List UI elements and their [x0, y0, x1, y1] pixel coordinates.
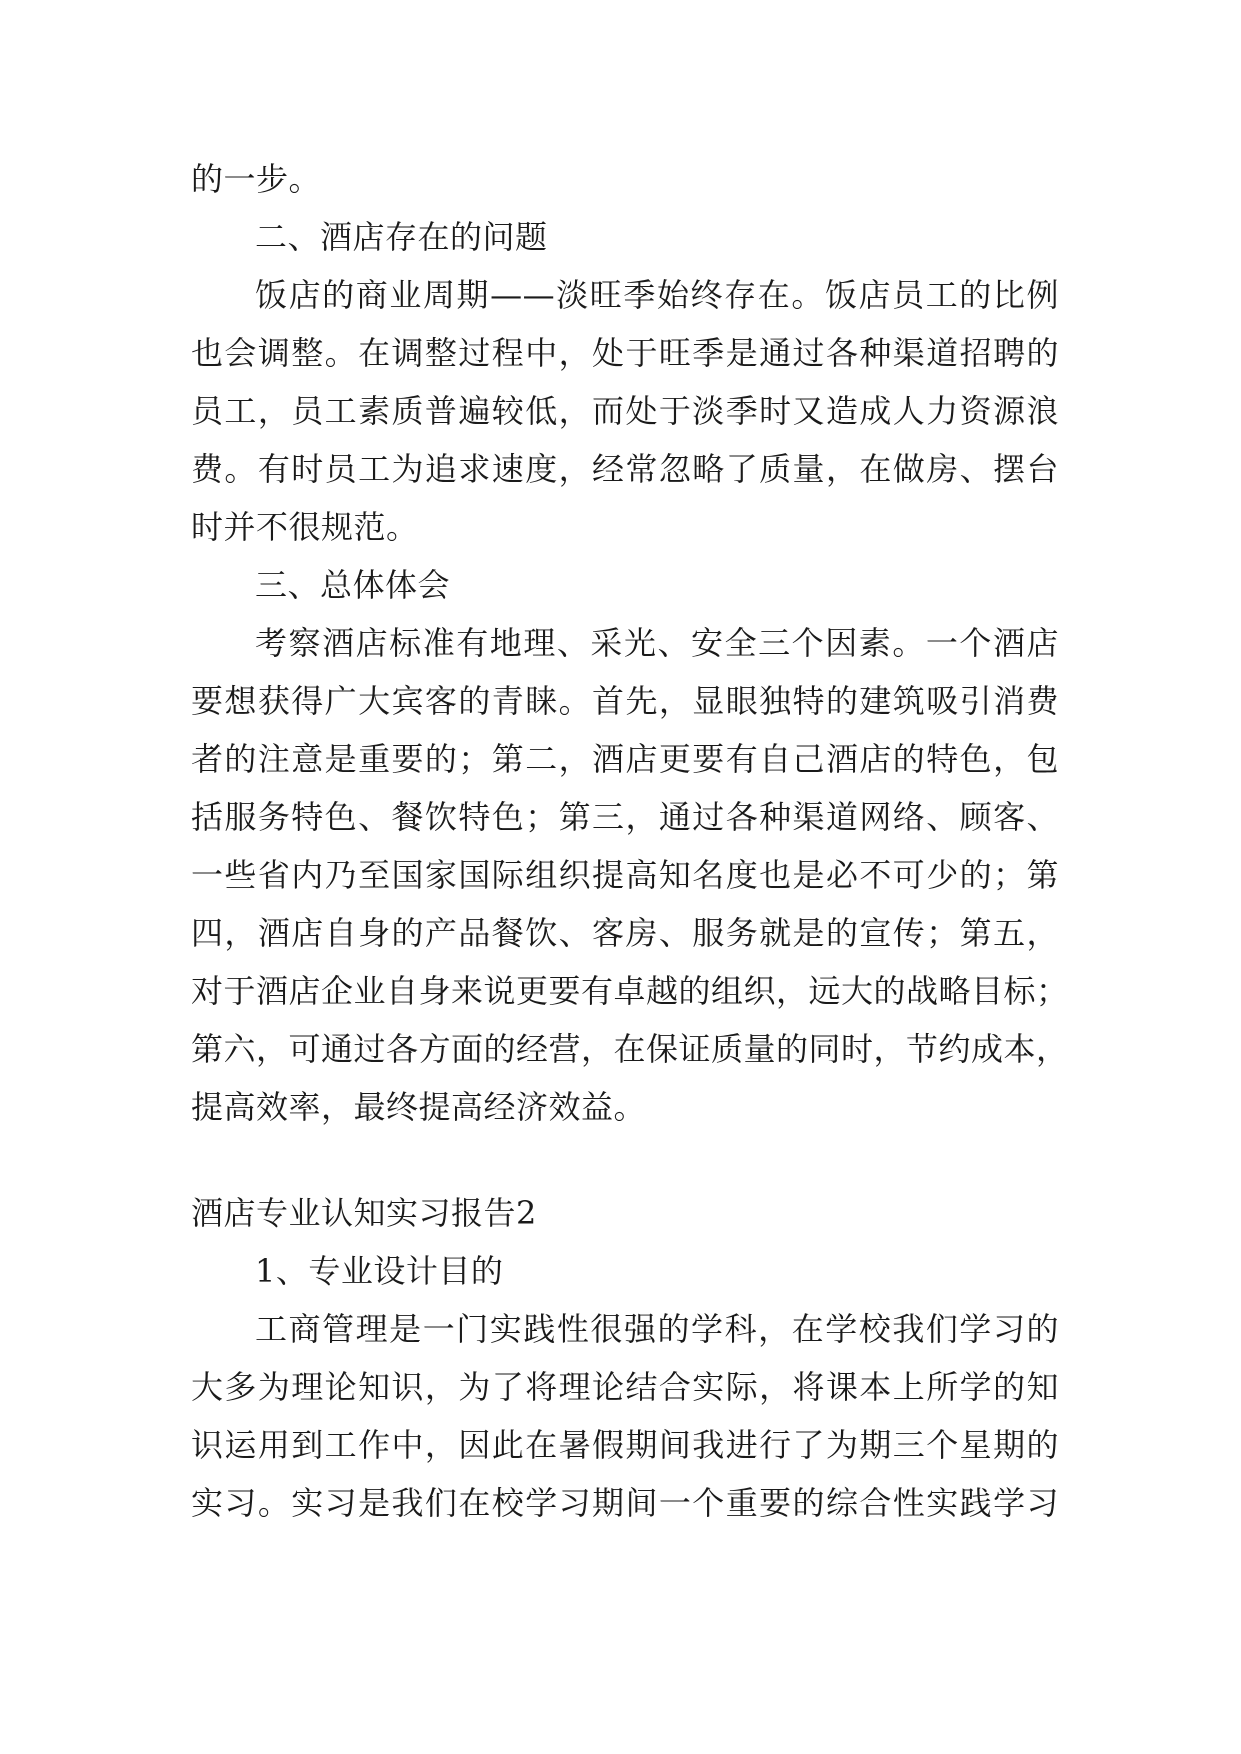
paragraph-line: 第六，可通过各方面的经营，在保证质量的同时，节约成本， — [191, 1030, 1069, 1068]
heading-summary: 三、总体体会 — [255, 566, 451, 604]
heading-design-purpose: 1、专业设计目的 — [255, 1252, 504, 1290]
paragraph-line: 大多为理论知识，为了将理论结合实际，将课本上所学的知 — [191, 1368, 1059, 1406]
paragraph-line: 者的注意是重要的；第二，酒店更要有自己酒店的特色，包 — [191, 740, 1059, 778]
paragraph-line: 员工，员工素质普遍较低，而处于淡季时又造成人力资源浪 — [191, 392, 1059, 430]
paragraph-line: 括服务特色、餐饮特色；第三，通过各种渠道网络、顾客、 — [191, 798, 1059, 836]
paragraph-line: 对于酒店企业自身来说更要有卓越的组织，远大的战略目标； — [191, 972, 1069, 1010]
paragraph-line: 费。有时员工为追求速度，经常忽略了质量，在做房、摆台 — [191, 450, 1059, 488]
report-title: 酒店专业认知实习报告2 — [191, 1194, 537, 1232]
paragraph-line: 实习。实习是我们在校学习期间一个重要的综合性实践学习 — [191, 1484, 1059, 1522]
paragraph-line: 四，酒店自身的产品餐饮、客房、服务就是的宣传；第五， — [191, 914, 1059, 952]
section-gap — [191, 1136, 1059, 1184]
paragraph-line: 识运用到工作中，因此在暑假期间我进行了为期三个星期的 — [191, 1426, 1059, 1464]
heading-problems: 二、酒店存在的问题 — [255, 218, 548, 256]
paragraph-line: 时并不很规范。 — [191, 508, 419, 546]
continuation-text: 的一步。 — [191, 160, 322, 198]
paragraph-line: 提高效率，最终提高经济效益。 — [191, 1088, 647, 1126]
paragraph-line: 工商管理是一门实践性很强的学科，在学校我们学习的 — [255, 1310, 1059, 1348]
paragraph-line: 饭店的商业周期——淡旺季始终存在。饭店员工的比例 — [255, 276, 1059, 314]
paragraph-line: 要想获得广大宾客的青睐。首先，显眼独特的建筑吸引消费 — [191, 682, 1059, 720]
paragraph-line: 也会调整。在调整过程中，处于旺季是通过各种渠道招聘的 — [191, 334, 1059, 372]
paragraph-line: 一些省内乃至国家国际组织提高知名度也是必不可少的；第 — [191, 856, 1059, 894]
paragraph-line: 考察酒店标准有地理、采光、安全三个因素。一个酒店 — [255, 624, 1059, 662]
document-page — [191, 150, 1069, 1532]
